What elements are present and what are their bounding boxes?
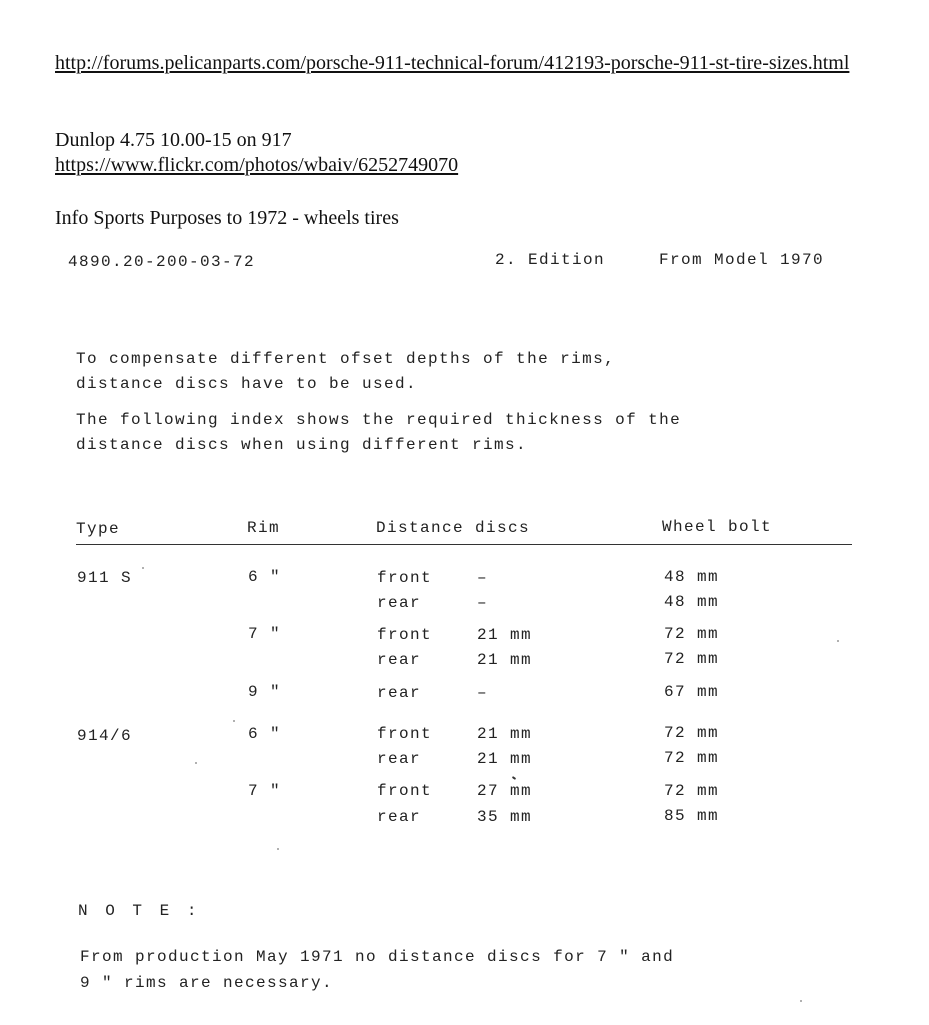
intro-line-4: distance discs when using different rims. [76, 436, 528, 454]
table-cell-bolt: 72 mm [664, 749, 720, 767]
scan-speck [233, 720, 235, 722]
flickr-link[interactable]: https://www.flickr.com/photos/wbaiv/6252749070 [55, 154, 459, 176]
table-cell-disc: – [477, 569, 489, 587]
column-header-discs: Distance discs [376, 519, 531, 537]
table-cell-disc: 35 mm [477, 808, 533, 826]
table-cell-rim: 7 " [248, 625, 282, 643]
table-cell-disc: 21 mm [477, 725, 533, 743]
table-cell-bolt: 48 mm [664, 568, 720, 586]
table-cell-rim: 6 " [248, 725, 282, 743]
table-cell-bolt: 67 mm [664, 683, 720, 701]
table-cell-position: front [377, 782, 433, 800]
scan-speck [837, 640, 839, 642]
table-cell-disc: 21 mm [477, 651, 533, 669]
table-cell-position: rear [377, 808, 422, 826]
column-header-type: Type [76, 520, 121, 538]
table-cell-disc: – [477, 684, 489, 702]
table-cell-bolt: 85 mm [664, 807, 720, 825]
scan-speck [800, 1000, 802, 1002]
edition-label: 2. Edition [495, 251, 606, 269]
info-title: Info Sports Purposes to 1972 - wheels tires [55, 207, 399, 229]
forum-link-block [55, 51, 875, 75]
document-number: 4890.20-200-03-72 [68, 253, 256, 271]
flickr-link-wrap [55, 153, 458, 177]
from-model-label: From Model 1970 [659, 251, 825, 269]
table-cell-bolt: 72 mm [664, 625, 720, 643]
table-cell-bolt: 72 mm [664, 782, 720, 800]
table-cell-rim: 9 " [248, 683, 282, 701]
intro-line-3: The following index shows the required thickness of the [76, 411, 682, 429]
table-cell-disc: 27 mm [477, 782, 533, 800]
note-line-2: 9 " rims are necessary. [80, 974, 334, 992]
table-cell-disc: 21 mm [477, 750, 533, 768]
column-header-bolt: Wheel bolt [662, 518, 773, 536]
note-line-1: From production May 1971 no distance discs for 7 " and [80, 948, 675, 966]
table-cell-bolt: 72 mm [664, 724, 720, 742]
intro-line-1: To compensate different ofset depths of the rims, [76, 350, 616, 368]
forum-link[interactable]: http://forums.pelicanparts.com/porsche-911-technical-forum/412193-porsche-911-st-tire-sizes.html [55, 52, 850, 74]
table-cell-position: rear [377, 651, 422, 669]
scan-speck [142, 567, 144, 569]
dunlop-note: Dunlop 4.75 10.00-15 on 917 [55, 129, 292, 151]
table-cell-disc: – [477, 594, 489, 612]
table-cell-rim: 7 " [248, 782, 282, 800]
table-cell-position: front [377, 725, 433, 743]
table-cell-position: front [377, 569, 433, 587]
scan-speck [512, 776, 516, 780]
table-cell-disc: 21 mm [477, 626, 533, 644]
scan-speck [195, 762, 197, 764]
table-cell-position: rear [377, 684, 422, 702]
table-cell-position: rear [377, 594, 422, 612]
note-heading: N O T E : [78, 902, 201, 920]
intro-line-2: distance discs have to be used. [76, 375, 418, 393]
table-cell-position: front [377, 626, 433, 644]
header-underline [76, 544, 852, 545]
table-cell-bolt: 72 mm [664, 650, 720, 668]
table-cell-position: rear [377, 750, 422, 768]
table-cell-type: 911 S [77, 569, 133, 587]
table-cell-rim: 6 " [248, 568, 282, 586]
table-cell-bolt: 48 mm [664, 593, 720, 611]
table-cell-type: 914/6 [77, 727, 133, 745]
column-header-rim: Rim [247, 519, 281, 537]
scan-speck [277, 848, 279, 850]
